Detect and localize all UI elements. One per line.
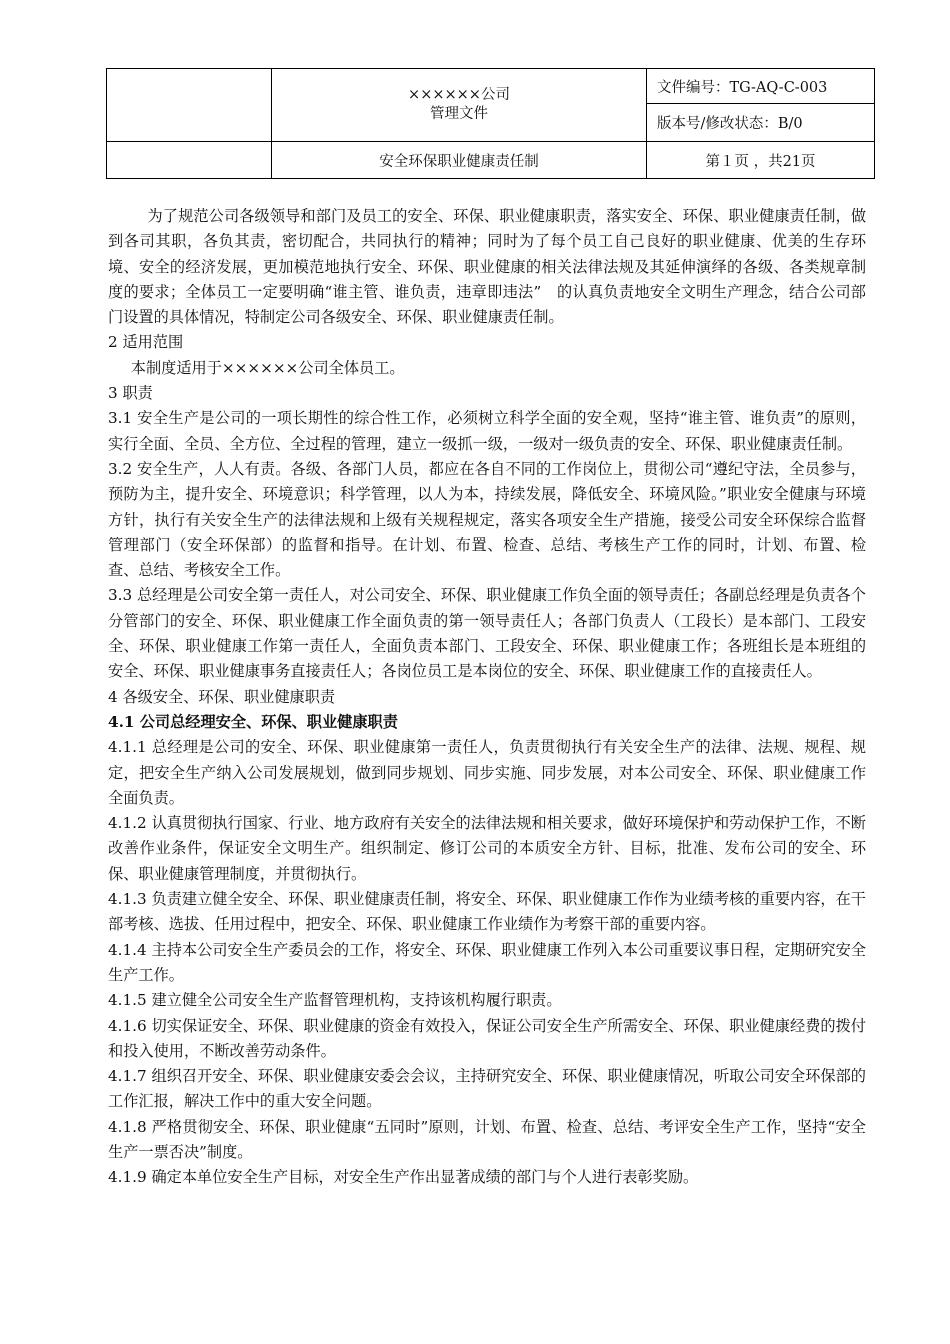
clause-4-1-1: 4.1.1 总经理是公司的安全、环保、职业健康第一责任人，负责贯彻执行有关安全生产的法律、法规、规程、规定，把安全生产纳入公司发展规划，做到同步规划、同步实施、同步发展，对本公司安全、环保、职业健康工作全面负责。 [108,738,866,807]
logo-cell [107,69,272,142]
clause-3-1: 3.1 安全生产是公司的一项长期性的综合性工作，必须树立科学全面的安全观，坚持“谁主管、谁负责”的原则，实行全面、全员、全方位、全过程的管理，建立一级抓一级，一级对一级负责的安全、环保、职业健康责任制。 [108,409,866,453]
section-4-1-heading: 4.1 公司总经理安全、环保、职业健康职责 [108,712,398,731]
section-2-heading: 2 适用范围 [108,333,184,352]
clause-4-1-6: 4.1.6 切实保证安全、环保、职业健康的资金有效投入，保证公司安全生产所需安全、环保、职业健康经费的拨付和投入使用，不断改善劳动条件。 [108,1016,866,1060]
document-type: 管理文件 [430,106,488,122]
document-title: 安全环保职业健康责任制 [272,142,647,179]
clause-4-1-3: 4.1.3 负责建立健全安全、环保、职业健康责任制，将安全、环保、职业健康工作作为业绩考核的重要内容，在干部考核、选拔、任用过程中，把安全、环保、职业健康工作业绩作为考察干部的重要内容。 [108,890,866,934]
page-info: 第１页 ，共21页 [647,142,875,179]
clause-3-3: 3.3 总经理是公司安全第一责任人，对公司安全、环保、职业健康工作负全面的领导责任；各副总经理是负责各个分管部门的安全、环保、职业健康工作全面负责的第一领导责任人；各部门负责人（工段长）是本部门、工段安全、环保、职业健康工作第一责任人，全面负责本部门、工段安全、环保、职业健康工作；各班组长是本班组的安全、环保、职业健康事务直接责任人；各岗位员工是本岗位的安全、环保、职业健康工作的直接责任人。 [108,586,866,681]
document-body [108,204,866,1191]
clause-4-1-9: 4.1.9 确定本单位安全生产目标，对安全生产作出显著成绩的部门与个人进行表彰奖励。 [108,1168,699,1187]
empty-cell [107,142,272,179]
section-2-text: 本制度适用于××××××公司全体员工。 [130,358,405,377]
document-number: 文件编号：TG-AQ-C-003 [647,69,875,104]
document-header-table [106,68,875,179]
company-name: ××××××公司 [408,87,510,103]
section-3-heading: 3 职责 [108,384,153,403]
clause-3-2: 3.2 安全生产，人人有责。各级、各部门人员，都应在各自不同的工作岗位上，贯彻公司“遵纪守法，全员参与，预防为主，提升安全、环境意识；科学管理，以人为本，持续发展，降低安全、环境风险。”职业安全健康与环境方针，执行有关安全生产的法律法规和上级有关规程规定，落实各项安全生产措施，接受公司安全环保综合监督管理部门（安全环保部）的监督和指导。在计划、布置、检查、总结、考核生产工作的同时，计划、布置、检查、总结、考核安全工作。 [108,459,866,580]
clause-4-1-5: 4.1.5 建立健全公司安全生产监督管理机构，支持该机构履行职责。 [108,991,562,1010]
intro-paragraph: 为了规范公司各级领导和部门及员工的安全、环保、职业健康职责，落实安全、环保、职业健康责任制，做到各司其职，各负其责，密切配合，共同执行的精神；同时为了每个员工自己良好的职业健康、优美的生存环境、安全的经济发展，更加模范地执行安全、环保、职业健康的相关法律法规及其延伸演绎的各级、各类规章制度的要求；全体员工一定要明确“谁主管、谁负责，违章即违法” 的认真负责地安全文明生产理念，结合公司部门设置的具体情况，特制定公司各级安全、环保、职业健康责任制。 [108,207,866,327]
version-status: 版本号/修改状态：B/0 [647,104,875,142]
clause-4-1-2: 4.1.2 认真贯彻执行国家、行业、地方政府有关安全的法律法规和相关要求，做好环境保护和劳动保护工作，不断改善作业条件，保证安全文明生产。组织制定、修订公司的本质安全方针、目标，批准、发布公司的安全、环保、职业健康管理制度，并贯彻执行。 [108,814,866,883]
clause-4-1-4: 4.1.4 主持本公司安全生产委员会的工作，将安全、环保、职业健康工作列入本公司重要议事日程，定期研究安全生产工作。 [108,940,866,984]
section-4-heading: 4 各级安全、环保、职业健康职责 [108,687,336,706]
clause-4-1-8: 4.1.8 严格贯彻安全、环保、职业健康“五同时”原则，计划、布置、检查、总结、考评安全生产工作，坚持“安全生产一票否决”制度。 [108,1117,866,1161]
clause-4-1-7: 4.1.7 组织召开安全、环保、职业健康安委会会议，主持研究安全、环保、职业健康情况，听取公司安全环保部的工作汇报，解决工作中的重大安全问题。 [108,1067,866,1111]
company-cell [272,69,647,142]
